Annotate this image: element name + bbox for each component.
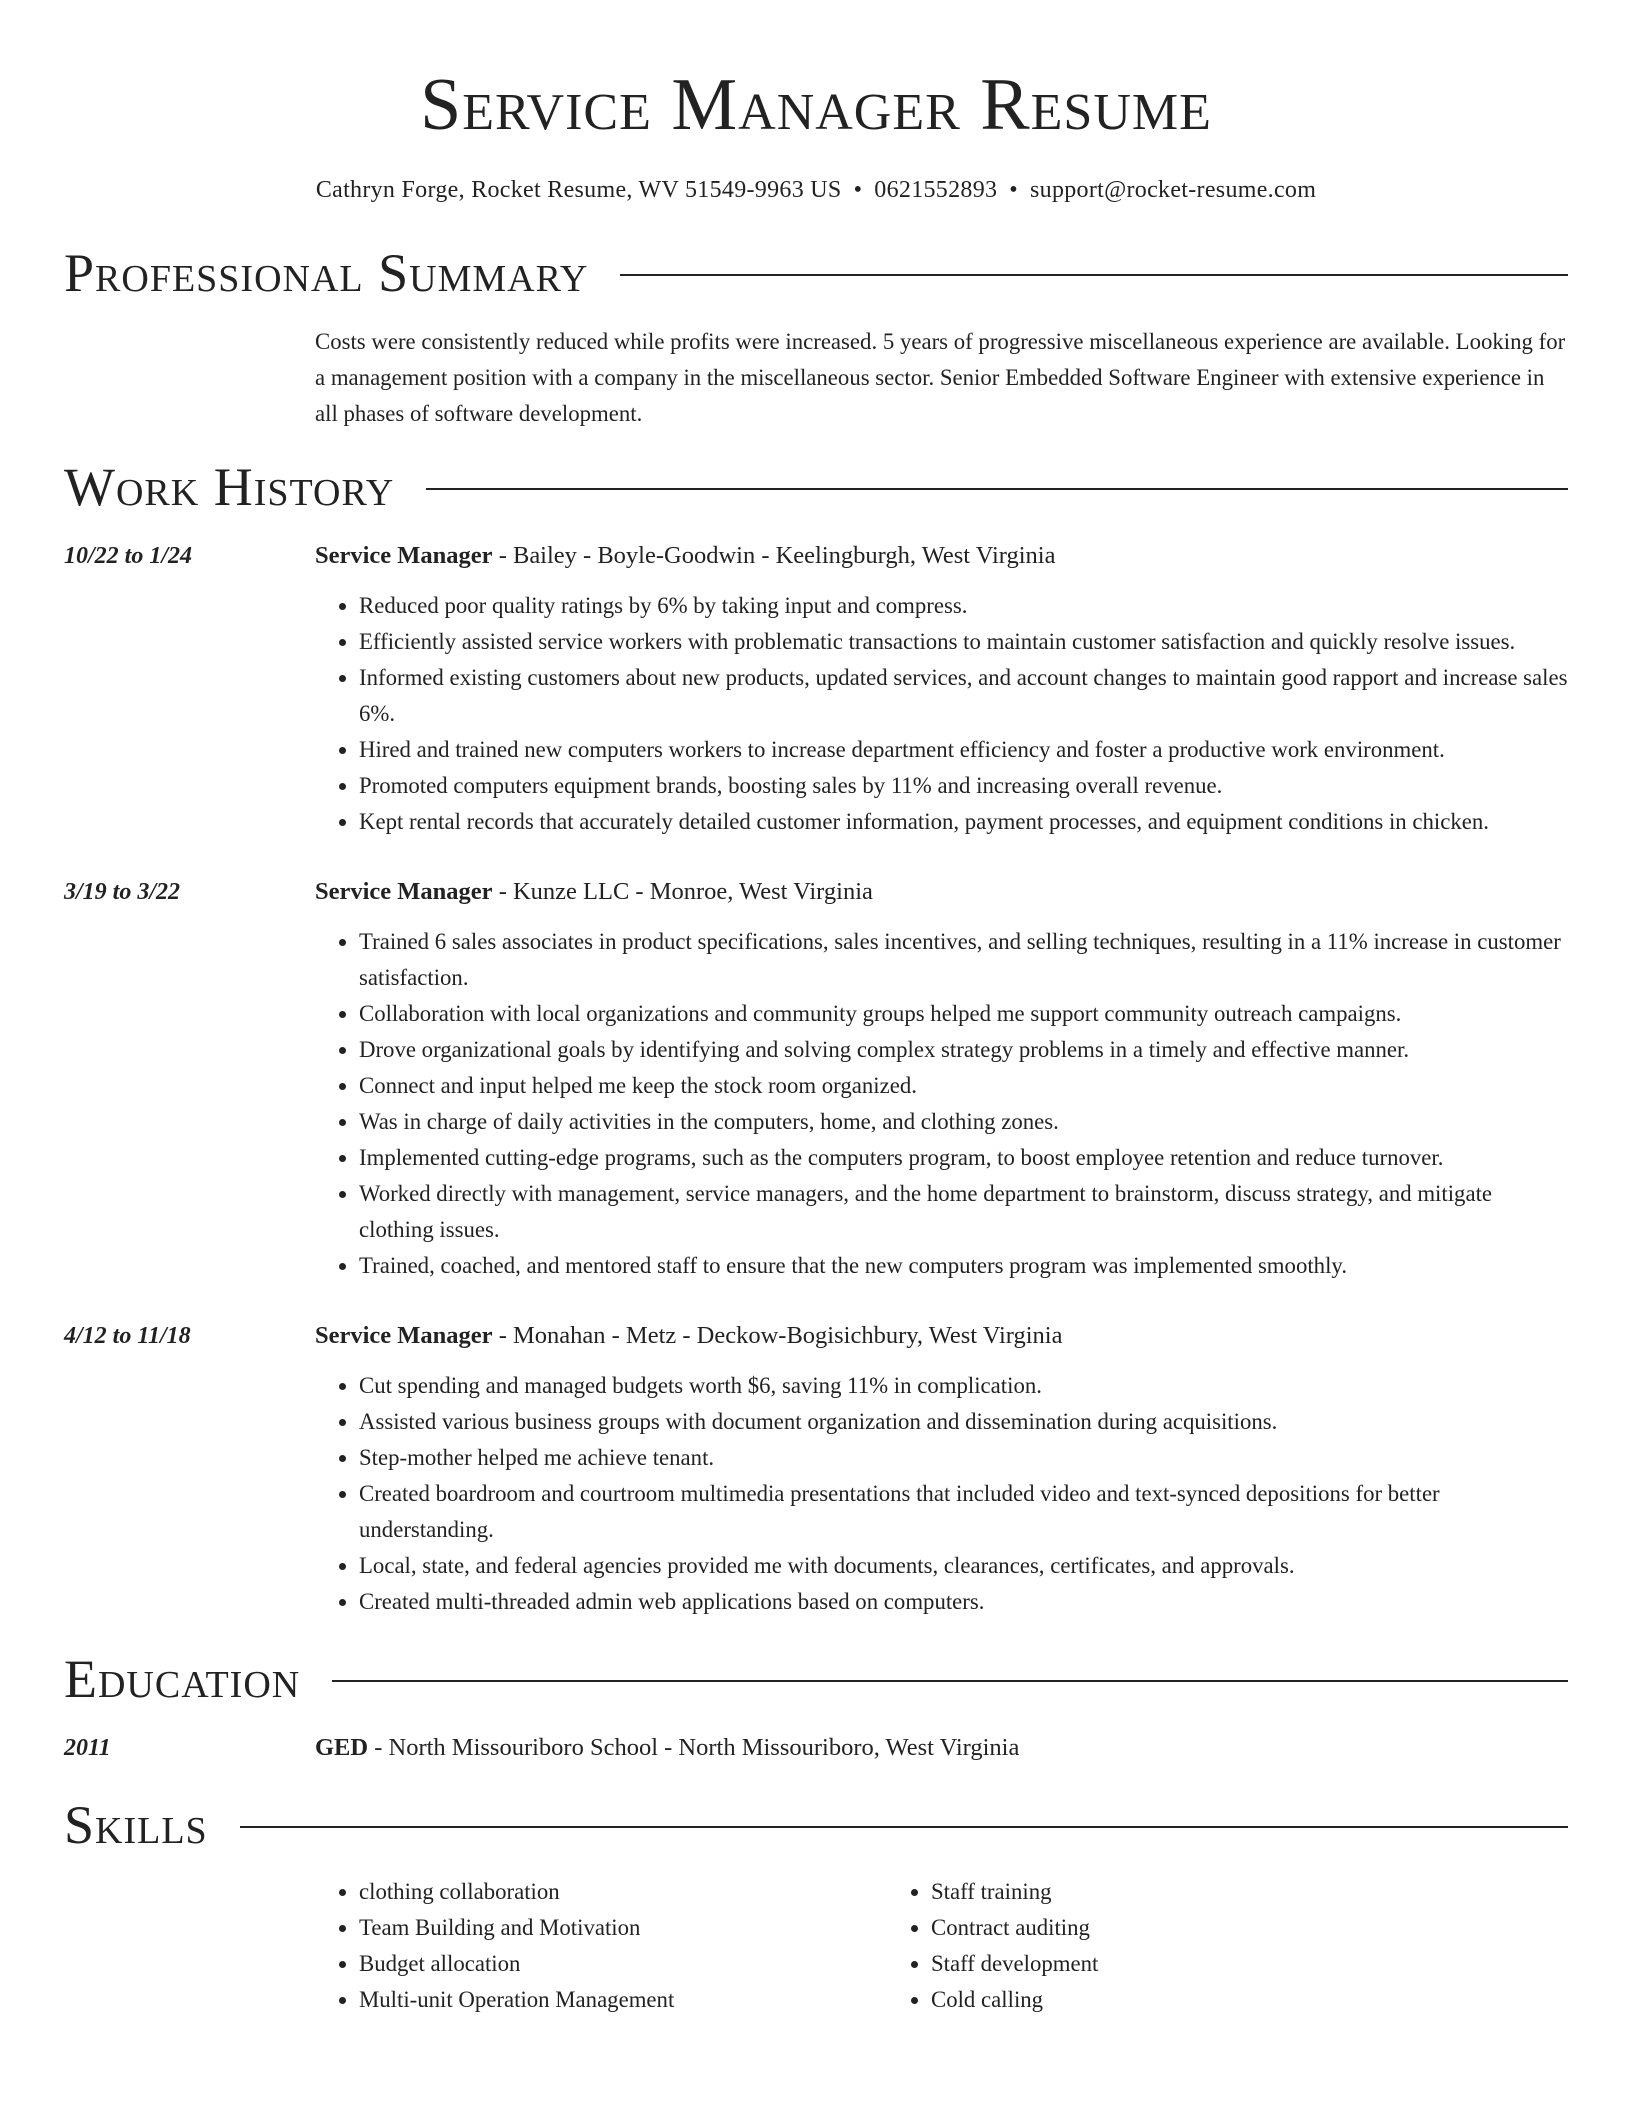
summary-heading: Professional Summary — [64, 243, 589, 303]
education-heading: Education — [64, 1649, 301, 1709]
job-bullet: • Promoted computers equipment brands, boosting sales by 11% and increasing overall revenue. — [359, 768, 1568, 804]
summary-section-header — [64, 240, 1568, 306]
job-dates: 4/12 to 11/18 — [64, 1323, 191, 1349]
skills-heading: Skills — [64, 1795, 208, 1855]
contact-email: support@rocket-resume.com — [1030, 177, 1317, 203]
skill-item: • Staff training — [931, 1874, 1487, 1910]
work-section-header — [64, 454, 1568, 520]
skill-item: • Team Building and Motivation — [359, 1910, 887, 1946]
job-bullet: • Kept rental records that accurately detailed customer information, payment processes, and equipment conditions in chicken. — [359, 804, 1568, 840]
job-bullet: • Implemented cutting-edge programs, such as the computers program, to boost employee retention and reduce turnover. — [359, 1140, 1568, 1176]
skills-section-header — [64, 1792, 1568, 1858]
job-bullet: • Efficiently assisted service workers with problematic transactions to maintain customer satisfaction and quickly resolve issues. — [359, 624, 1568, 660]
job-bullet: • Informed existing customers about new products, updated services, and account changes to maintain good rapport and increase sales 6%. — [359, 660, 1568, 732]
job-details: - Kunze LLC - Monroe, West Virginia — [492, 878, 873, 905]
job-bullets — [315, 1368, 1568, 1620]
job-entry — [64, 868, 1568, 1284]
skills-list — [315, 1874, 1568, 2018]
job-bullet: • Assisted various business groups with document organization and dissemination during acquisitions. — [359, 1404, 1568, 1440]
job-heading — [315, 1312, 1568, 1354]
job-heading — [315, 868, 1568, 910]
job-bullet: • Reduced poor quality ratings by 6% by taking input and compress. — [359, 588, 1568, 624]
job-dates: 3/19 to 3/22 — [64, 879, 181, 905]
skills-column-right — [887, 1874, 1487, 2018]
job-entry — [64, 532, 1568, 840]
education-details: - North Missouriboro School - North Missouriboro, West Virginia — [368, 1734, 1020, 1761]
job-role: Service Manager — [315, 1322, 493, 1349]
job-details: - Monahan - Metz - Deckow-Bogisichbury, West Virginia — [492, 1322, 1063, 1349]
job-bullet: • Created multi-threaded admin web applications based on computers. — [359, 1584, 1568, 1620]
job-body — [315, 1312, 1568, 1620]
job-bullet: • Local, state, and federal agencies provided me with documents, clearances, certificates, and approvals. — [359, 1548, 1568, 1584]
contact-separator: • — [1009, 177, 1018, 203]
job-bullet: • Hired and trained new computers workers to increase department efficiency and foster a productive work environment. — [359, 732, 1568, 768]
contact-address: Cathryn Forge, Rocket Resume, WV 51549-9963 US — [315, 177, 842, 203]
skill-item: • Cold calling — [931, 1982, 1487, 2018]
job-bullets — [315, 588, 1568, 840]
education-section-header — [64, 1646, 1568, 1712]
education-year: 2011 — [64, 1735, 111, 1761]
skill-item: • clothing collaboration — [359, 1874, 887, 1910]
education-entry — [64, 1724, 1568, 1766]
education-heading-line — [315, 1724, 1568, 1766]
contact-separator: • — [853, 177, 863, 203]
job-heading — [315, 532, 1568, 574]
job-entry — [64, 1312, 1568, 1620]
job-details: - Bailey - Boyle-Goodwin - Keelingburgh, West Virginia — [492, 542, 1056, 569]
skill-item: • Contract auditing — [931, 1910, 1487, 1946]
contact-line — [64, 174, 1568, 206]
section-divider — [332, 1680, 1568, 1682]
work-history-list — [64, 532, 1568, 1620]
job-bullet: • Collaboration with local organizations and community groups helped me support community outreach campaigns. — [359, 996, 1568, 1032]
job-bullet: • Cut spending and managed budgets worth $6, saving 11% in complication. — [359, 1368, 1568, 1404]
job-bullet: • Drove organizational goals by identifying and solving complex strategy problems in a timely and effective manner. — [359, 1032, 1568, 1068]
summary-text: Costs were consistently reduced while profits were increased. 5 years of progressive miscellaneous experience are available. Looking for a management position with a company in the miscellaneous sector. Senior Embedded Software Engineer with extensive experience in all phases of software development. — [315, 329, 1566, 426]
education-degree: GED — [315, 1734, 369, 1761]
job-bullet: • Connect and input helped me keep the stock room organized. — [359, 1068, 1568, 1104]
section-divider — [620, 274, 1568, 276]
job-bullet: • Was in charge of daily activities in the computers, home, and clothing zones. — [359, 1104, 1568, 1140]
education-body — [315, 1724, 1568, 1766]
section-divider — [426, 488, 1568, 490]
skill-item: • Staff development — [931, 1946, 1487, 1982]
job-role: Service Manager — [315, 542, 493, 569]
section-divider — [240, 1826, 1568, 1828]
job-bullets — [315, 924, 1568, 1284]
skill-item: • Multi-unit Operation Management — [359, 1982, 887, 2018]
skills-column-left — [315, 1874, 887, 2018]
work-heading: Work History — [64, 457, 395, 517]
job-bullet: • Created boardroom and courtroom multimedia presentations that included video and text-synced depositions for better understanding. — [359, 1476, 1568, 1548]
job-bullet: • Step-mother helped me achieve tenant. — [359, 1440, 1568, 1476]
page-title: Service Manager Resume — [420, 64, 1212, 146]
skill-item: • Budget allocation — [359, 1946, 887, 1982]
job-body — [315, 868, 1568, 1284]
job-bullet: • Worked directly with management, service managers, and the home department to brainstorm, discuss strategy, and mitigate clothing issues. — [359, 1176, 1568, 1248]
job-role: Service Manager — [315, 878, 493, 905]
job-dates: 10/22 to 1/24 — [64, 543, 193, 569]
contact-phone: 0621552893 — [874, 177, 998, 203]
job-body — [315, 532, 1568, 840]
job-bullet: • Trained 6 sales associates in product specifications, sales incentives, and selling techniques, resulting in a 11% increase in customer satisfaction. — [359, 924, 1568, 996]
job-bullet: • Trained, coached, and mentored staff to ensure that the new computers program was implemented smoothly. — [359, 1248, 1568, 1284]
